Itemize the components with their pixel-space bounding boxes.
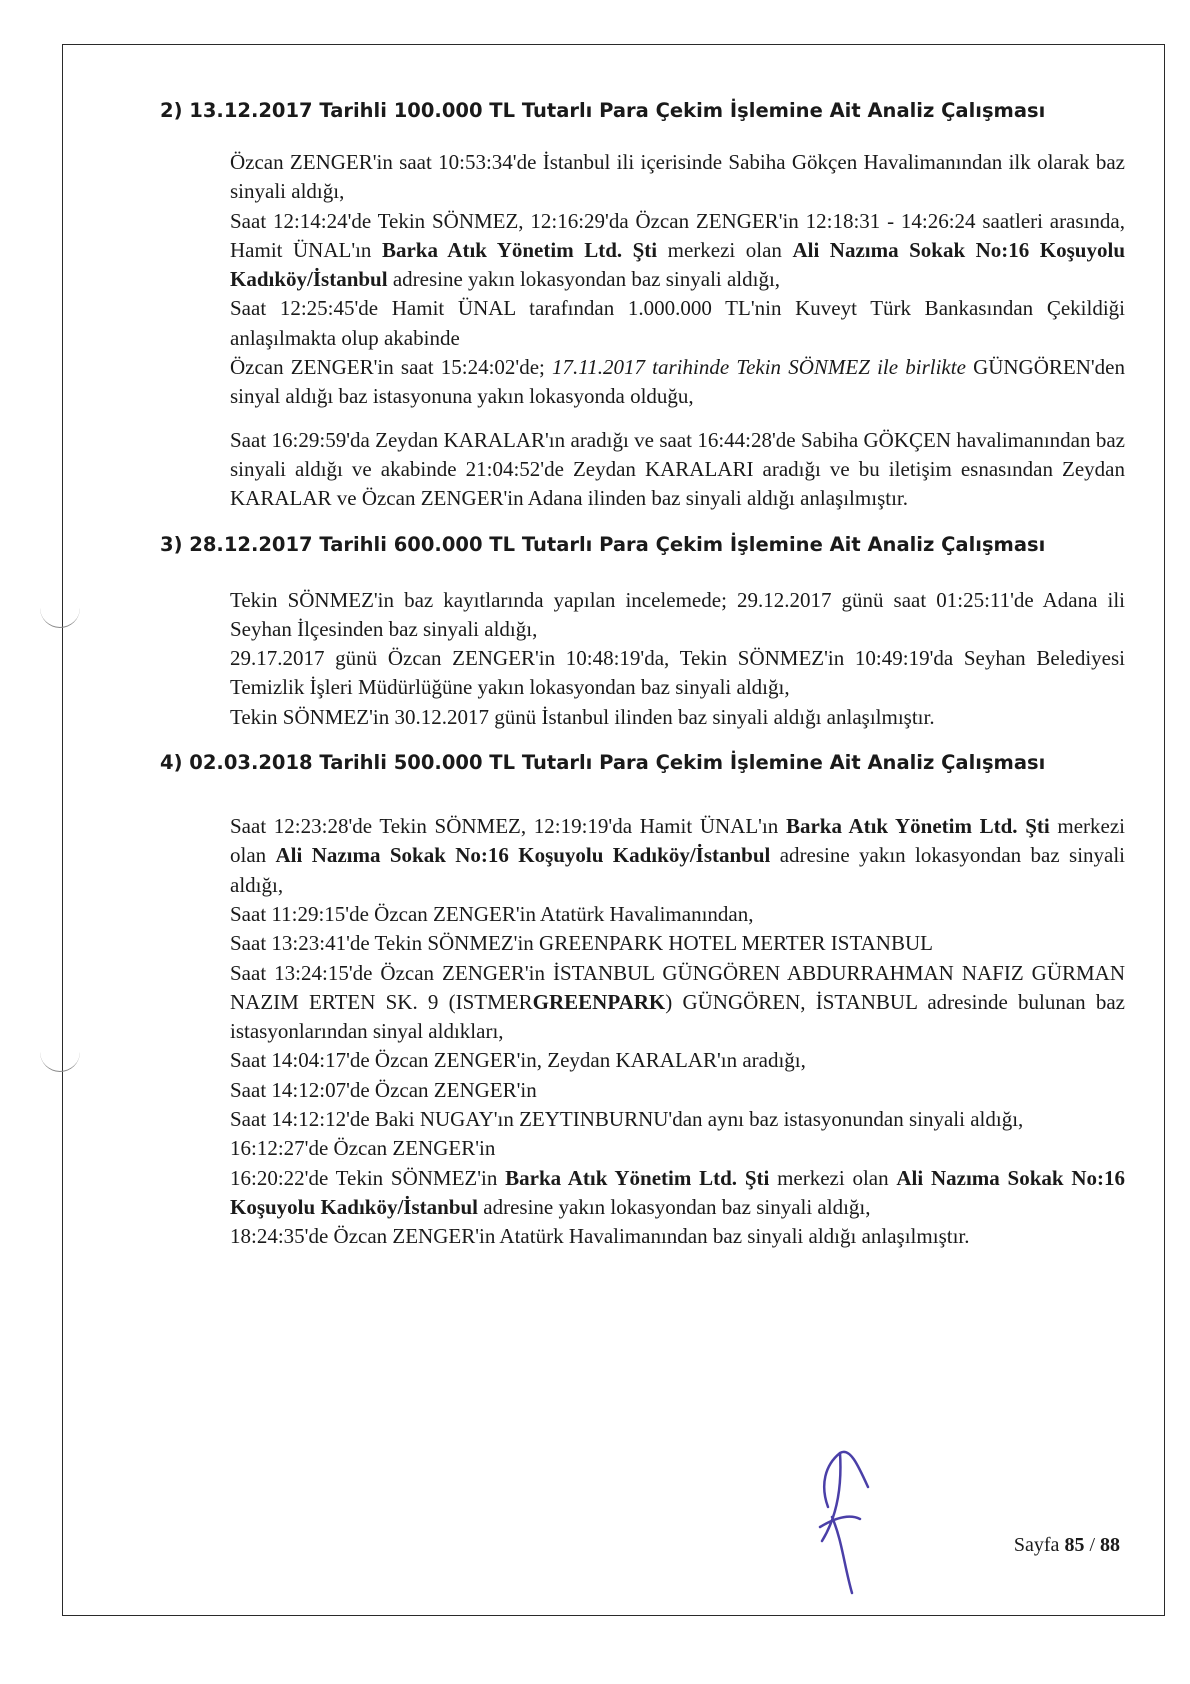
paragraph: Saat 14:12:07'de Özcan ZENGER'in [230,1077,537,1102]
paragraph: Saat 12:25:45'de Hamit ÜNAL tarafından 1.000.000 TL'nin Kuveyt Türk Bankasından Çekildiği anlaşılmakta olup akabinde [230,296,1125,350]
paragraph: 16:20:22'de Tekin SÖNMEZ'in Barka Atık Yönetim Ltd. Şti merkezi olan Ali Nazıma Sokak No:16 Koşuyolu Kadıköy/İstanbul adresine yakın lokasyondan baz sinyali aldığı, [230,1165,1125,1219]
paragraph: Saat 13:24:15'de Özcan ZENGER'in İSTANBUL GÜNGÖREN ABDURRAHMAN NAFIZ GÜRMAN NAZIM ERTEN SK. 9 (ISTMERGREENPARK) GÜNGÖREN, İSTANBUL adresinde bulunan baz istasyonlarından sinyal aldıkları, [230,960,1125,1044]
paragraph: 16:12:27'de Özcan ZENGER'in [230,1136,496,1161]
paragraph: Tekin SÖNMEZ'in 30.12.2017 günü İstanbul ilinden baz sinyali aldığı anlaşılmıştır. [230,704,935,729]
page-number: Sayfa 85 / 88 [1013,1534,1120,1556]
document-body [160,96,1125,1252]
paragraph: Saat 14:04:17'de Özcan ZENGER'in, Zeydan KARALAR'ın aradığı, [230,1048,806,1073]
paragraph: Tekin SÖNMEZ'in baz kayıtlarında yapılan incelemede; 29.12.2017 günü saat 01:25:11'de Adana ili Seyhan İlçesinden baz sinyali aldığı, [230,587,1125,641]
paragraph: Saat 12:23:28'de Tekin SÖNMEZ, 12:19:19'da Hamit ÜNAL'ın Barka Atık Yönetim Ltd. Şti merkezi olan Ali Nazıma Sokak No:16 Koşuyolu Kadıköy/İstanbul adresine yakın lokasyondan baz sinyali aldığı, [230,814,1126,897]
paragraph: Özcan ZENGER'in saat 10:53:34'de İstanbul ili içerisinde Sabiha Gökçen Havalimanından ilk olarak baz sinyali aldığı, [230,150,1125,204]
section-heading-2: 2) 13.12.2017 Tarihli 100.000 TL Tutarlı Para Çekim İşlemine Ait Analiz Çalışması [160,99,1046,122]
section-2-body [230,148,1125,514]
section-3-body [230,586,1125,732]
section-heading-3: 3) 28.12.2017 Tarihli 600.000 TL Tutarlı Para Çekim İşlemine Ait Analiz Çalışması [160,532,1046,556]
paragraph: Özcan ZENGER'in saat 15:24:02'de; 17.11.2017 tarihinde Tekin SÖNMEZ ile birlikte GÜNGÖREN'den sinyal aldığı baz istasyonuna yakın lokasyonda olduğu, [230,355,1125,409]
paragraph: Saat 11:29:15'de Özcan ZENGER'in Atatürk Havalimanından, [230,901,754,926]
section-heading-4: 4) 02.03.2018 Tarihli 500.000 TL Tutarlı Para Çekim İşlemine Ait Analiz Çalışması [160,751,1046,775]
signature [780,1445,920,1595]
paragraph: 18:24:35'de Özcan ZENGER'in Atatürk Havalimanından baz sinyali aldığı anlaşılmıştır. [230,1224,970,1249]
paragraph: Saat 12:14:24'de Tekin SÖNMEZ, 12:16:29'da Özcan ZENGER'in 12:18:31 - 14:26:24 saatleri arasında, Hamit ÜNAL'ın Barka Atık Yönetim Ltd. Şti merkezi olan Ali Nazıma Sokak No:16 Koşuyolu Kadıköy/İstanbul adresine yakın lokasyondan baz sinyali aldığı, [230,208,1126,292]
section-4-body [230,812,1125,1251]
paragraph: 29.17.2017 günü Özcan ZENGER'in 10:48:19'da, Tekin SÖNMEZ'in 10:49:19'da Seyhan Belediyesi Temizlik İşleri Müdürlüğüne yakın lokasyondan baz sinyali aldığı, [230,646,1125,700]
paragraph: Saat 13:23:41'de Tekin SÖNMEZ'in GREENPARK HOTEL MERTER ISTANBUL [230,931,933,956]
paragraph: Saat 14:12:12'de Baki NUGAY'ın ZEYTINBURNU'dan aynı baz istasyonundan sinyali aldığı, [230,1107,1024,1132]
paragraph: Saat 16:29:59'da Zeydan KARALAR'ın aradığı ve saat 16:44:28'de Sabiha GÖKÇEN havalimanından baz sinyali aldığı ve akabinde 21:04:52'de Zeydan KARALARI aradığı ve bu iletişim esnasından Zeydan KARALAR ve Özcan ZENGER'in Adana ilinden baz sinyali aldığı anlaşılmıştır. [230,427,1125,511]
